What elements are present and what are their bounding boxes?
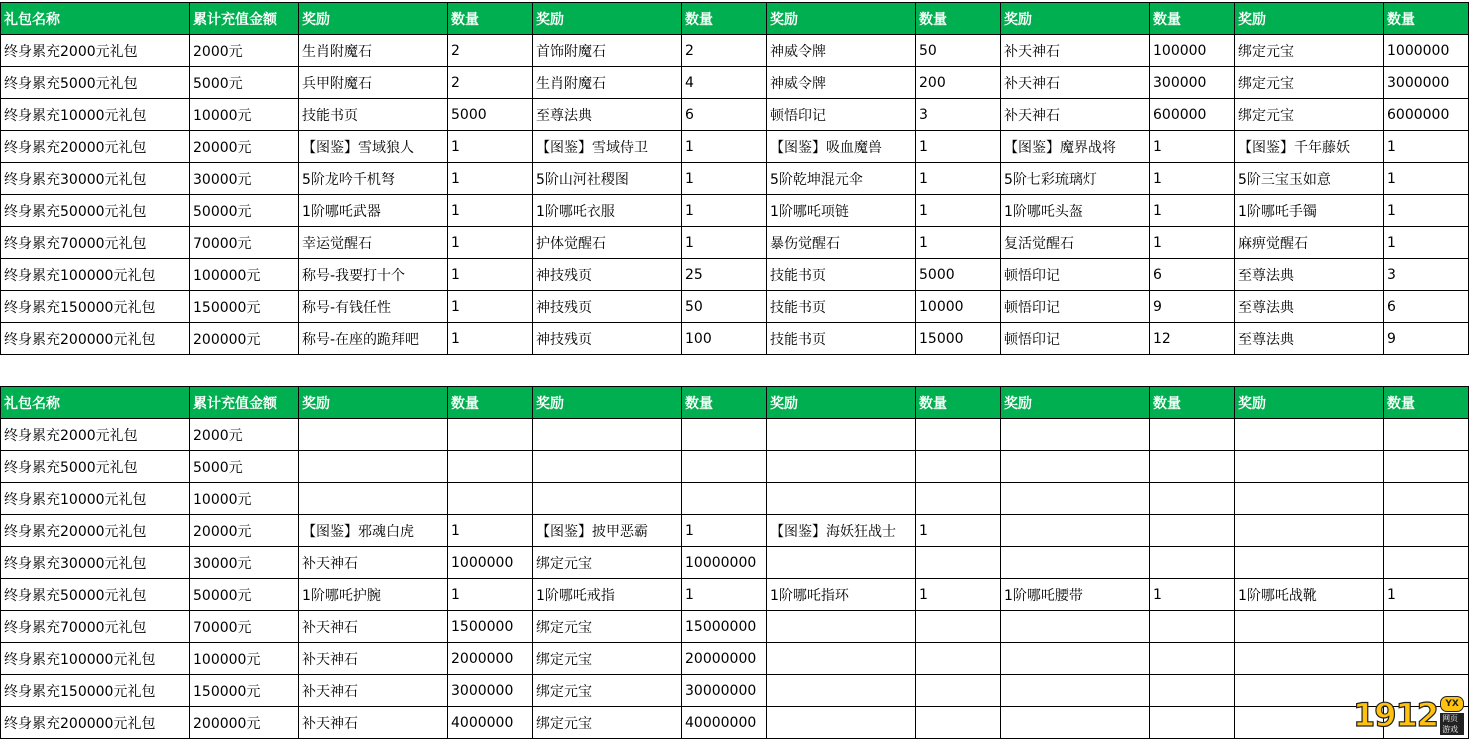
table-row: [1, 515, 1469, 547]
table-cell: [1235, 547, 1384, 579]
table-cell: 3: [916, 99, 1001, 131]
table-cell: 100: [682, 323, 767, 355]
table-cell: 1阶哪吒头盔: [1001, 195, 1150, 227]
table-cell: 1: [1150, 131, 1235, 163]
table-cell: 100000元: [190, 259, 299, 291]
table-cell: [1384, 643, 1469, 675]
table-cell: 绑定元宝: [1235, 67, 1384, 99]
watermark-yx: YX: [1440, 696, 1464, 712]
table-cell: 12: [1150, 323, 1235, 355]
table-cell: 5阶三宝玉如意: [1235, 163, 1384, 195]
table-cell: 1: [916, 227, 1001, 259]
table-cell: [1150, 707, 1235, 739]
table-row: [1, 291, 1469, 323]
table-cell: 技能书页: [767, 291, 916, 323]
table-row: [1, 611, 1469, 643]
table-cell: 70000元: [190, 227, 299, 259]
table-cell: 绑定元宝: [533, 547, 682, 579]
table-cell: 1: [448, 515, 533, 547]
header-cell: 数量: [1150, 3, 1235, 35]
header-cell: 奖励: [1235, 3, 1384, 35]
table-cell: [1384, 451, 1469, 483]
table-cell: 补天神石: [1001, 67, 1150, 99]
table-cell: 2000元: [190, 35, 299, 67]
table-cell: 5000: [448, 99, 533, 131]
table-cell: 200000元: [190, 323, 299, 355]
table-cell: 2: [682, 35, 767, 67]
table-row: [1, 323, 1469, 355]
table-cell: 绑定元宝: [533, 643, 682, 675]
table-cell: 神技残页: [533, 323, 682, 355]
table-cell: [533, 483, 682, 515]
table-cell: 300000: [1150, 67, 1235, 99]
table-cell: 1: [916, 515, 1001, 547]
table-cell: 10000000: [682, 547, 767, 579]
table-cell: 6000000: [1384, 99, 1469, 131]
table-cell: 1阶哪吒指环: [767, 579, 916, 611]
table-cell: 1: [916, 195, 1001, 227]
table-cell: 终身累充20000元礼包: [1, 515, 190, 547]
table-cell: [1001, 547, 1150, 579]
table-cell: 终身累充70000元礼包: [1, 611, 190, 643]
table-cell: 15000: [916, 323, 1001, 355]
table-cell: 2: [448, 67, 533, 99]
header-cell: 奖励: [767, 3, 916, 35]
header-cell: 奖励: [533, 3, 682, 35]
header-cell: 奖励: [299, 387, 448, 419]
table-cell: 补天神石: [299, 643, 448, 675]
table-cell: 20000元: [190, 131, 299, 163]
table-cell: 终身累充5000元礼包: [1, 67, 190, 99]
header-row: [1, 387, 1469, 419]
table-cell: 终身累充150000元礼包: [1, 291, 190, 323]
table-cell: 1: [448, 195, 533, 227]
table-cell: 补天神石: [1001, 35, 1150, 67]
table-cell: [1235, 483, 1384, 515]
table-cell: 称号-有钱任性: [299, 291, 448, 323]
table-cell: [1150, 419, 1235, 451]
table-cell: [1150, 675, 1235, 707]
table-cell: 1: [1150, 579, 1235, 611]
table-cell: [533, 451, 682, 483]
table-cell: 1: [916, 131, 1001, 163]
table-cell: 技能书页: [299, 99, 448, 131]
table-cell: 1: [1384, 195, 1469, 227]
table-cell: [767, 451, 916, 483]
table-cell: 1: [1150, 163, 1235, 195]
table-cell: 绑定元宝: [533, 707, 682, 739]
table-cell: 2000元: [190, 419, 299, 451]
table-cell: [1001, 611, 1150, 643]
table-cell: 10000: [916, 291, 1001, 323]
table-cell: [1384, 483, 1469, 515]
table-cell: 1: [682, 515, 767, 547]
table-cell: 150000元: [190, 291, 299, 323]
table-cell: 30000000: [682, 675, 767, 707]
table-cell: 1: [1384, 163, 1469, 195]
site-watermark-logo: [1353, 695, 1463, 735]
table-cell: 5阶七彩琉璃灯: [1001, 163, 1150, 195]
table-cell: [1235, 451, 1384, 483]
table-cell: [1235, 515, 1384, 547]
table-cell: [1384, 419, 1469, 451]
table-cell: 600000: [1150, 99, 1235, 131]
table-cell: [1001, 419, 1150, 451]
header-cell: 累计充值金额: [190, 3, 299, 35]
table-cell: 1: [916, 579, 1001, 611]
table-cell: 护体觉醒石: [533, 227, 682, 259]
table-cell: 至尊法典: [533, 99, 682, 131]
table-row: [1, 131, 1469, 163]
table-cell: 5000元: [190, 67, 299, 99]
table-cell: 70000元: [190, 611, 299, 643]
table-cell: 1500000: [448, 611, 533, 643]
header-cell: 礼包名称: [1, 387, 190, 419]
table-cell: [767, 547, 916, 579]
watermark-number: 1912: [1353, 696, 1439, 734]
table-cell: [1150, 483, 1235, 515]
table-cell: [916, 707, 1001, 739]
table-cell: 【图鉴】海妖狂战士: [767, 515, 916, 547]
header-cell: 奖励: [767, 387, 916, 419]
table-cell: 首饰附魔石: [533, 35, 682, 67]
table-cell: [1001, 707, 1150, 739]
table-cell: 150000元: [190, 675, 299, 707]
table-cell: [1001, 451, 1150, 483]
table-cell: 20000元: [190, 515, 299, 547]
header-cell: 数量: [448, 387, 533, 419]
table-cell: 1: [1384, 227, 1469, 259]
table-cell: 【图鉴】魔界战将: [1001, 131, 1150, 163]
table-row: [1, 35, 1469, 67]
table-cell: 5阶龙吟千机弩: [299, 163, 448, 195]
table-cell: 1: [448, 291, 533, 323]
table-cell: 终身累充5000元礼包: [1, 451, 190, 483]
table-cell: 补天神石: [299, 611, 448, 643]
table-cell: 神威令牌: [767, 67, 916, 99]
table-cell: 神技残页: [533, 259, 682, 291]
table-cell: 30000元: [190, 163, 299, 195]
header-cell: 奖励: [1001, 3, 1150, 35]
table-cell: [448, 419, 533, 451]
table-cell: 9: [1150, 291, 1235, 323]
table-cell: [1384, 611, 1469, 643]
table-cell: 40000000: [682, 707, 767, 739]
table-cell: 200000元: [190, 707, 299, 739]
table-cell: [1150, 547, 1235, 579]
table-cell: 30000元: [190, 547, 299, 579]
table-cell: 1: [448, 227, 533, 259]
table-cell: 终身累充2000元礼包: [1, 419, 190, 451]
watermark-badge: [1440, 696, 1464, 735]
table-row: [1, 483, 1469, 515]
header-cell: 数量: [682, 387, 767, 419]
gift-table-1: [0, 2, 1469, 355]
table-cell: 1: [1384, 131, 1469, 163]
table-row: [1, 259, 1469, 291]
table-cell: 【图鉴】千年藤妖: [1235, 131, 1384, 163]
table-cell: 【图鉴】邪魂白虎: [299, 515, 448, 547]
table-cell: 终身累充100000元礼包: [1, 643, 190, 675]
table-cell: 幸运觉醒石: [299, 227, 448, 259]
table-cell: 4000000: [448, 707, 533, 739]
table-cell: [1150, 611, 1235, 643]
table-cell: 顿悟印记: [1001, 259, 1150, 291]
table-cell: 9: [1384, 323, 1469, 355]
table-cell: 1阶哪吒战靴: [1235, 579, 1384, 611]
table-row: [1, 99, 1469, 131]
table-cell: [767, 643, 916, 675]
table-row: [1, 579, 1469, 611]
table-cell: 称号-我要打十个: [299, 259, 448, 291]
header-cell: 奖励: [1235, 387, 1384, 419]
table-cell: 终身累充10000元礼包: [1, 483, 190, 515]
table-cell: 6: [1150, 259, 1235, 291]
table-cell: 4: [682, 67, 767, 99]
table-cell: 1000000: [1384, 35, 1469, 67]
table-cell: 补天神石: [299, 707, 448, 739]
table-cell: 顿悟印记: [1001, 323, 1150, 355]
table-row: [1, 643, 1469, 675]
table-cell: [916, 611, 1001, 643]
table-cell: 3000000: [448, 675, 533, 707]
table-cell: 200: [916, 67, 1001, 99]
table-cell: 绑定元宝: [1235, 99, 1384, 131]
table-cell: 50000元: [190, 579, 299, 611]
table-cell: [1150, 643, 1235, 675]
header-cell: 累计充值金额: [190, 387, 299, 419]
table-cell: 1: [1150, 227, 1235, 259]
table-cell: [448, 483, 533, 515]
table-cell: 6: [682, 99, 767, 131]
table-cell: 1: [682, 131, 767, 163]
table-cell: 3000000: [1384, 67, 1469, 99]
table-cell: 1: [448, 323, 533, 355]
header-cell: 数量: [448, 3, 533, 35]
table-cell: [1235, 611, 1384, 643]
table-cell: [1150, 515, 1235, 547]
table-cell: 神技残页: [533, 291, 682, 323]
table-cell: [1235, 643, 1384, 675]
table-cell: 5000元: [190, 451, 299, 483]
table-cell: 1: [448, 259, 533, 291]
table-cell: 1000000: [448, 547, 533, 579]
table-cell: 复活觉醒石: [1001, 227, 1150, 259]
table-cell: [299, 483, 448, 515]
header-cell: 数量: [916, 387, 1001, 419]
table-cell: 1: [916, 163, 1001, 195]
table-cell: 20000000: [682, 643, 767, 675]
table-cell: 3: [1384, 259, 1469, 291]
table-cell: 补天神石: [299, 675, 448, 707]
table-cell: [767, 419, 916, 451]
table-cell: [916, 547, 1001, 579]
table-cell: 5000: [916, 259, 1001, 291]
table-cell: 终身累充30000元礼包: [1, 547, 190, 579]
table-cell: [916, 483, 1001, 515]
table-cell: 10000元: [190, 483, 299, 515]
table-cell: 终身累充150000元礼包: [1, 675, 190, 707]
table-cell: 1: [448, 131, 533, 163]
gift-table-2: [0, 386, 1469, 739]
table-row: [1, 419, 1469, 451]
table-cell: [916, 451, 1001, 483]
table-cell: [299, 451, 448, 483]
table-cell: 1: [448, 579, 533, 611]
header-cell: 奖励: [299, 3, 448, 35]
table-cell: [1384, 515, 1469, 547]
table-row: [1, 163, 1469, 195]
table-cell: 【图鉴】雪域狼人: [299, 131, 448, 163]
table-cell: 顿悟印记: [1001, 291, 1150, 323]
table-cell: 1: [1384, 579, 1469, 611]
table-cell: 25: [682, 259, 767, 291]
table-cell: 绑定元宝: [533, 675, 682, 707]
table-cell: 1阶哪吒手镯: [1235, 195, 1384, 227]
table-row: [1, 675, 1469, 707]
table-cell: 1阶哪吒护腕: [299, 579, 448, 611]
table-cell: 终身累充50000元礼包: [1, 195, 190, 227]
header-cell: 奖励: [1001, 387, 1150, 419]
table-cell: 生肖附魔石: [533, 67, 682, 99]
header-cell: 数量: [916, 3, 1001, 35]
table-cell: [1235, 419, 1384, 451]
table-cell: [682, 419, 767, 451]
table-cell: 1阶哪吒武器: [299, 195, 448, 227]
table-cell: 1: [682, 579, 767, 611]
table-row: [1, 67, 1469, 99]
table-cell: 终身累充200000元礼包: [1, 707, 190, 739]
table-cell: [1150, 451, 1235, 483]
table-row: [1, 707, 1469, 739]
table-cell: [916, 643, 1001, 675]
table-cell: 2: [448, 35, 533, 67]
table-cell: 终身累充30000元礼包: [1, 163, 190, 195]
header-cell: 数量: [1384, 387, 1469, 419]
table-cell: 5阶乾坤混元伞: [767, 163, 916, 195]
table-cell: 终身累充70000元礼包: [1, 227, 190, 259]
table-cell: 称号-在座的跪拜吧: [299, 323, 448, 355]
table-cell: 【图鉴】雪域侍卫: [533, 131, 682, 163]
table-cell: 【图鉴】吸血魔兽: [767, 131, 916, 163]
header-cell: 礼包名称: [1, 3, 190, 35]
table-cell: 1: [682, 163, 767, 195]
table-cell: 技能书页: [767, 259, 916, 291]
table-cell: 绑定元宝: [533, 611, 682, 643]
table-cell: 暴伤觉醒石: [767, 227, 916, 259]
table-cell: [767, 675, 916, 707]
table-cell: [448, 451, 533, 483]
table-cell: 1: [448, 163, 533, 195]
table-row: [1, 227, 1469, 259]
table-cell: 补天神石: [299, 547, 448, 579]
table-cell: 【图鉴】披甲恶霸: [533, 515, 682, 547]
table-cell: 兵甲附魔石: [299, 67, 448, 99]
table-cell: 技能书页: [767, 323, 916, 355]
table-cell: [916, 419, 1001, 451]
table-cell: [1384, 547, 1469, 579]
table-cell: [299, 419, 448, 451]
table-cell: 终身累充200000元礼包: [1, 323, 190, 355]
header-cell: 数量: [682, 3, 767, 35]
table-cell: 终身累充100000元礼包: [1, 259, 190, 291]
watermark-sub: 网页游戏: [1440, 713, 1464, 735]
table-cell: 至尊法典: [1235, 291, 1384, 323]
table-cell: 1阶哪吒戒指: [533, 579, 682, 611]
table-cell: 50: [682, 291, 767, 323]
table-row: [1, 547, 1469, 579]
table-cell: 6: [1384, 291, 1469, 323]
table-cell: 1: [682, 227, 767, 259]
table-cell: [1001, 675, 1150, 707]
table-cell: 10000元: [190, 99, 299, 131]
table-cell: 终身累充50000元礼包: [1, 579, 190, 611]
table-cell: 绑定元宝: [1235, 35, 1384, 67]
table-cell: 终身累充10000元礼包: [1, 99, 190, 131]
table-cell: 1阶哪吒腰带: [1001, 579, 1150, 611]
table-cell: 1: [682, 195, 767, 227]
table-cell: 至尊法典: [1235, 259, 1384, 291]
table-cell: 1: [1150, 195, 1235, 227]
table-cell: [1001, 643, 1150, 675]
header-cell: 数量: [1150, 387, 1235, 419]
table-cell: [767, 707, 916, 739]
table-cell: 终身累充20000元礼包: [1, 131, 190, 163]
table-cell: 1阶哪吒项链: [767, 195, 916, 227]
table-cell: 2000000: [448, 643, 533, 675]
header-row: [1, 3, 1469, 35]
table-cell: [767, 483, 916, 515]
table-cell: 50000元: [190, 195, 299, 227]
header-cell: 奖励: [533, 387, 682, 419]
table-cell: 15000000: [682, 611, 767, 643]
table-cell: 5阶山河社稷图: [533, 163, 682, 195]
header-cell: 数量: [1384, 3, 1469, 35]
table-row: [1, 451, 1469, 483]
table-cell: [682, 483, 767, 515]
table-cell: 麻痹觉醒石: [1235, 227, 1384, 259]
table-cell: 50: [916, 35, 1001, 67]
table-row: [1, 195, 1469, 227]
table-cell: 顿悟印记: [767, 99, 916, 131]
table-cell: 终身累充2000元礼包: [1, 35, 190, 67]
table-cell: 100000: [1150, 35, 1235, 67]
table-cell: [533, 419, 682, 451]
table-cell: [1001, 515, 1150, 547]
table-cell: [682, 451, 767, 483]
table-cell: [916, 675, 1001, 707]
table-cell: 1阶哪吒衣服: [533, 195, 682, 227]
table-cell: [767, 611, 916, 643]
table-cell: 至尊法典: [1235, 323, 1384, 355]
table-cell: 100000元: [190, 643, 299, 675]
table-cell: 补天神石: [1001, 99, 1150, 131]
table-cell: 神威令牌: [767, 35, 916, 67]
table-cell: 生肖附魔石: [299, 35, 448, 67]
table-cell: [1001, 483, 1150, 515]
